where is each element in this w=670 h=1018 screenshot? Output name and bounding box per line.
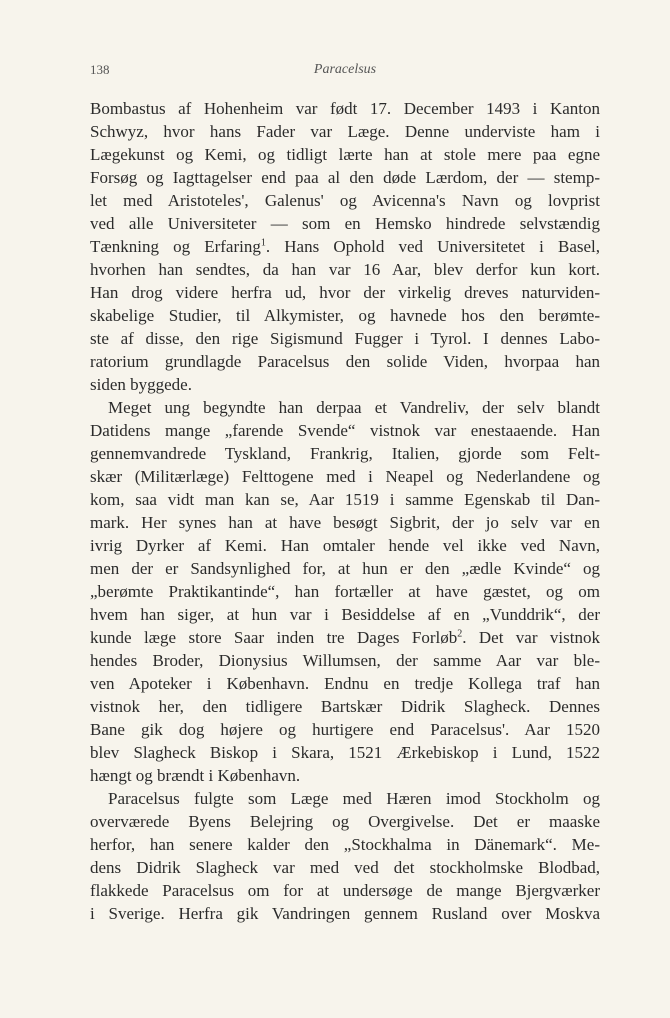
text-line [90,442,600,465]
text-line-content: i Sverige. Herfra gik Vandringen gennem Rusland over Moskva [90,904,600,923]
text-line [90,143,600,166]
text-line-content: mark. Her synes han at have besøgt Sigbrit, der jo selv var en [90,513,600,532]
body-text [90,97,600,925]
text-line-content: Datidens mange „farende Svende“ vistnok var enestaaende. Han [90,421,600,440]
page-header [90,62,600,82]
text-line-content: herfor, han senere kalder den „Stockhalma in Dänemark“. Me- [90,835,600,854]
text-line-content: hvorhen han sendtes, da han var 16 Aar, blev derfor kun kort. [90,260,600,279]
text-line-content: vistnok her, den tidligere Bartskær Didrik Slagheck. Dennes [90,697,600,716]
text-line-content: men der er Sandsynlighed for, at hun er den „ædle Kvinde“ og [90,559,600,578]
text-line [90,511,600,534]
text-line [90,603,600,626]
text-line [90,672,600,695]
text-line [90,764,600,787]
text-line-content: kunde læge store Saar inden tre Dages Forløb [90,628,458,647]
text-line [90,235,600,258]
text-line [90,810,600,833]
text-line [90,419,600,442]
text-line-content: hendes Broder, Dionysius Willumsen, der samme Aar var ble- [90,651,600,670]
text-line [90,856,600,879]
text-line-content: ratorium grundlagde Paracelsus den solide Viden, hvorpaa han [90,352,600,371]
text-line-content: ven Apoteker i København. Endnu en tredje Kollega traf han [90,674,600,693]
text-line-content: skabelige Studier, til Alkymister, og havnede hos den berømte- [90,306,600,325]
text-line-content: Forsøg og Iagttagelser end paa al den døde Lærdom, der — stemp- [90,168,600,187]
text-line-content: Paracelsus fulgte som Læge med Hæren imod Stockholm og [108,789,600,808]
text-line-content: flakkede Paracelsus om for at undersøge de mange Bjergværker [90,881,600,900]
text-line [90,281,600,304]
text-line-content: Tænkning og Erfaring [90,237,261,256]
text-line [90,488,600,511]
text-line [90,465,600,488]
text-line [90,787,600,810]
text-line-content: hængt og brændt i København. [90,766,301,785]
text-line-content: hvem han siger, at hun var i Besiddelse af en „Vunddrik“, der [90,605,600,624]
text-line [90,350,600,373]
text-line-content: let med Aristoteles', Galenus' og Avicenna's Navn og lovprist [90,191,600,210]
text-line [90,166,600,189]
text-line-continuation: . Det var vistnok [462,628,600,647]
text-line-content: Meget ung begyndte han derpaa et Vandreliv, der selv blandt [108,398,600,417]
text-line-content: Han drog videre herfra ud, hvor der virkelig dreves naturviden- [90,283,600,302]
text-line [90,902,600,925]
text-line [90,258,600,281]
text-line [90,833,600,856]
text-line [90,120,600,143]
text-line-content: Bombastus af Hohenheim var født 17. December 1493 i Kanton [90,99,600,118]
text-line-continuation: . Hans Ophold ved Universitetet i Basel, [265,237,600,256]
text-line-content: ivrig Dyrker af Kemi. Han omtaler hende vel ikke ved Navn, [90,536,600,555]
text-line [90,97,600,120]
text-line [90,373,600,396]
page-number: 138 [90,62,110,77]
text-line [90,212,600,235]
text-line [90,304,600,327]
text-line [90,396,600,419]
text-line [90,580,600,603]
text-line-content: Schwyz, hvor hans Fader var Læge. Denne underviste ham i [90,122,600,141]
text-line-content: Lægekunst og Kemi, og tidligt lærte han at stole mere paa egne [90,145,600,164]
footnote-marker[interactable]: 1 [260,237,266,249]
text-line-content: „berømte Praktikantinde“, han fortæller at have gæstet, og om [90,582,600,601]
text-line-content: ved alle Universiteter — som en Hemsko hindrede selvstændig [90,214,600,233]
text-line [90,189,600,212]
text-line [90,649,600,672]
text-line-content: dens Didrik Slagheck var med ved det stockholmske Blodbad, [90,858,600,877]
text-line-content: blev Slagheck Biskop i Skara, 1521 Ærkebiskop i Lund, 1522 [90,743,600,762]
text-line-content: gennemvandrede Tyskland, Frankrig, Italien, gjorde som Felt- [90,444,600,463]
text-line [90,534,600,557]
text-line-content: ste af disse, den rige Sigismund Fugger i Tyrol. I dennes Labo- [90,329,600,348]
text-line [90,879,600,902]
text-line-content: Bane gik dog højere og hurtigere end Paracelsus'. Aar 1520 [90,720,600,739]
running-title: Paracelsus [313,62,377,77]
text-line-content: overværede Byens Belejring og Overgivelse. Det er maaske [90,812,600,831]
text-line [90,718,600,741]
text-line [90,695,600,718]
text-line-content: siden byggede. [90,375,192,394]
text-line [90,327,600,350]
text-line-content: skær (Militærlæge) Felttogene med i Neapel og Nederlandene og [90,467,600,486]
text-line [90,626,600,649]
text-line-content: kom, saa vidt man kan se, Aar 1519 i samme Egenskab til Dan- [90,490,600,509]
text-line [90,741,600,764]
footnote-marker[interactable]: 2 [457,628,463,640]
text-line [90,557,600,580]
